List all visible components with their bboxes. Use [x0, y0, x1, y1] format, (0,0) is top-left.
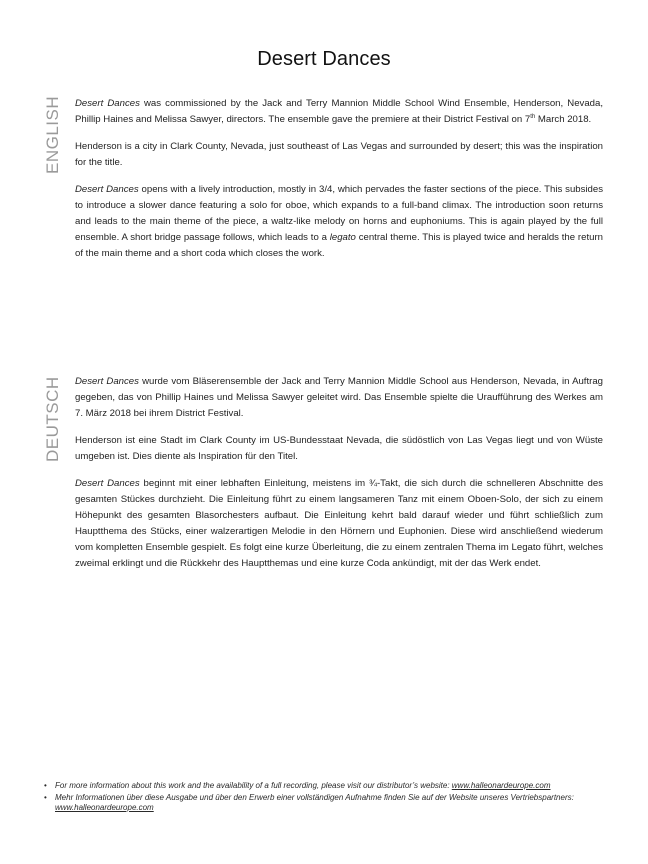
- english-paragraph-commission: [75, 96, 603, 128]
- german-paragraph-description: [75, 476, 603, 572]
- english-paragraph-henderson: Henderson is a city in Clark County, Nevada, just southeast of Las Vegas and surrounded by desert; this was the inspiration for the title.: [75, 141, 603, 168]
- english-language-label: ENGLISH: [43, 96, 62, 175]
- work-title: Desert Dances: [75, 98, 140, 109]
- distributor-website-link[interactable]: www.halleonardeurope.com: [451, 781, 551, 790]
- footnote-text: Mehr Informationen über diese Ausgabe und über den Erwerb einer vollständigen Aufnahme finden Sie auf der Website unseres Vertriebspartners:: [55, 792, 574, 802]
- paragraph-text: central theme. This is played twice and heralds the return of the main theme and a short coda which closes the work.: [75, 232, 603, 259]
- footnote-text: For more information about this work and the availability of a full recording, please visit our distributor’s website:: [55, 781, 452, 790]
- emphasis-legato: legato: [329, 232, 356, 243]
- footnote-english: [44, 781, 614, 792]
- distributor-website-link[interactable]: www.halleonardeurope.com: [55, 803, 154, 812]
- german-paragraph-commission: [75, 374, 603, 422]
- paragraph-text: was commissioned by the Jack and Terry Mannion Middle School Wind Ensemble, Henderson, Nevada, Phillip Haines and Melissa Sawyer, directors. The ensemble gave the premiere at their District Festival on 7: [75, 98, 603, 125]
- german-section: [43, 374, 603, 583]
- work-title: Desert Dances: [75, 184, 139, 195]
- work-title: Desert Dances: [75, 478, 140, 489]
- paragraph-text: March 2018.: [535, 114, 592, 125]
- english-paragraph-description: [75, 182, 603, 262]
- bullet-icon: •: [44, 781, 47, 790]
- page-title: Desert Dances: [257, 48, 391, 70]
- english-section: [43, 96, 604, 273]
- ordinal-suffix: th: [530, 114, 536, 120]
- paragraph-text: opens with a lively introduction, mostly in 3/4, which pervades the faster sections of the piece. This subsides to introduce a slower dance featuring a solo for oboe, which expands to a full-band climax. The introduction soon returns and leads to the main theme of the piece, a waltz-like melody on horns and euphoniums. This is again played by the full ensemble. A short bridge passage follows, which leads to a: [75, 184, 604, 243]
- paragraph-text: wurde vom Bläserensemble der Jack and Terry Mannion Middle School aus Henderson, Nevada, in Auftrag gegeben, das von Phillip Haines und Melissa Sawyer geleitet wird. Das Ensemble spielte die Uraufführung des Werkes am 7. März 2018 bei ihrem District Festival.: [75, 376, 603, 419]
- german-paragraph-henderson: Henderson ist eine Stadt im Clark County im US-Bundesstaat Nevada, die südöstlich von Las Vegas liegt und von Wüste umgeben ist. Dies diente als Inspiration für den Titel.: [75, 435, 603, 462]
- footnote-german: [44, 793, 614, 814]
- paragraph-text: beginnt mit einer lebhaften Einleitung, meistens im ¾-Takt, die sich durch die schnelleren Abschnitte des gesamten Stückes durchzieht. Die Einleitung führt zu einem langsameren Tanz mit einem Oboen-Solo, der sich zu einem Höhepunkt des gesamten Blasorchesters aufbaut. Die Einleitung kehrt bald darauf wieder und führt schließlich zum Hauptthema des Stücks, einer walzerartigen Melodie in den Hörnern und Euphonien. Diese wird anschließend wiederum vom kompletten Ensemble gespielt. Es folgt eine kurze Überleitung, die zu einem zentralen Thema im Legato führt, welches zweimal erklingt und die Rückkehr des Hauptthemas und eine kurze Coda ankündigt, mit der das Werk endet.: [75, 478, 603, 569]
- bullet-icon: •: [44, 792, 47, 802]
- german-language-label: DEUTSCH: [43, 376, 62, 462]
- footnotes: [44, 781, 614, 815]
- work-title: Desert Dances: [75, 376, 139, 387]
